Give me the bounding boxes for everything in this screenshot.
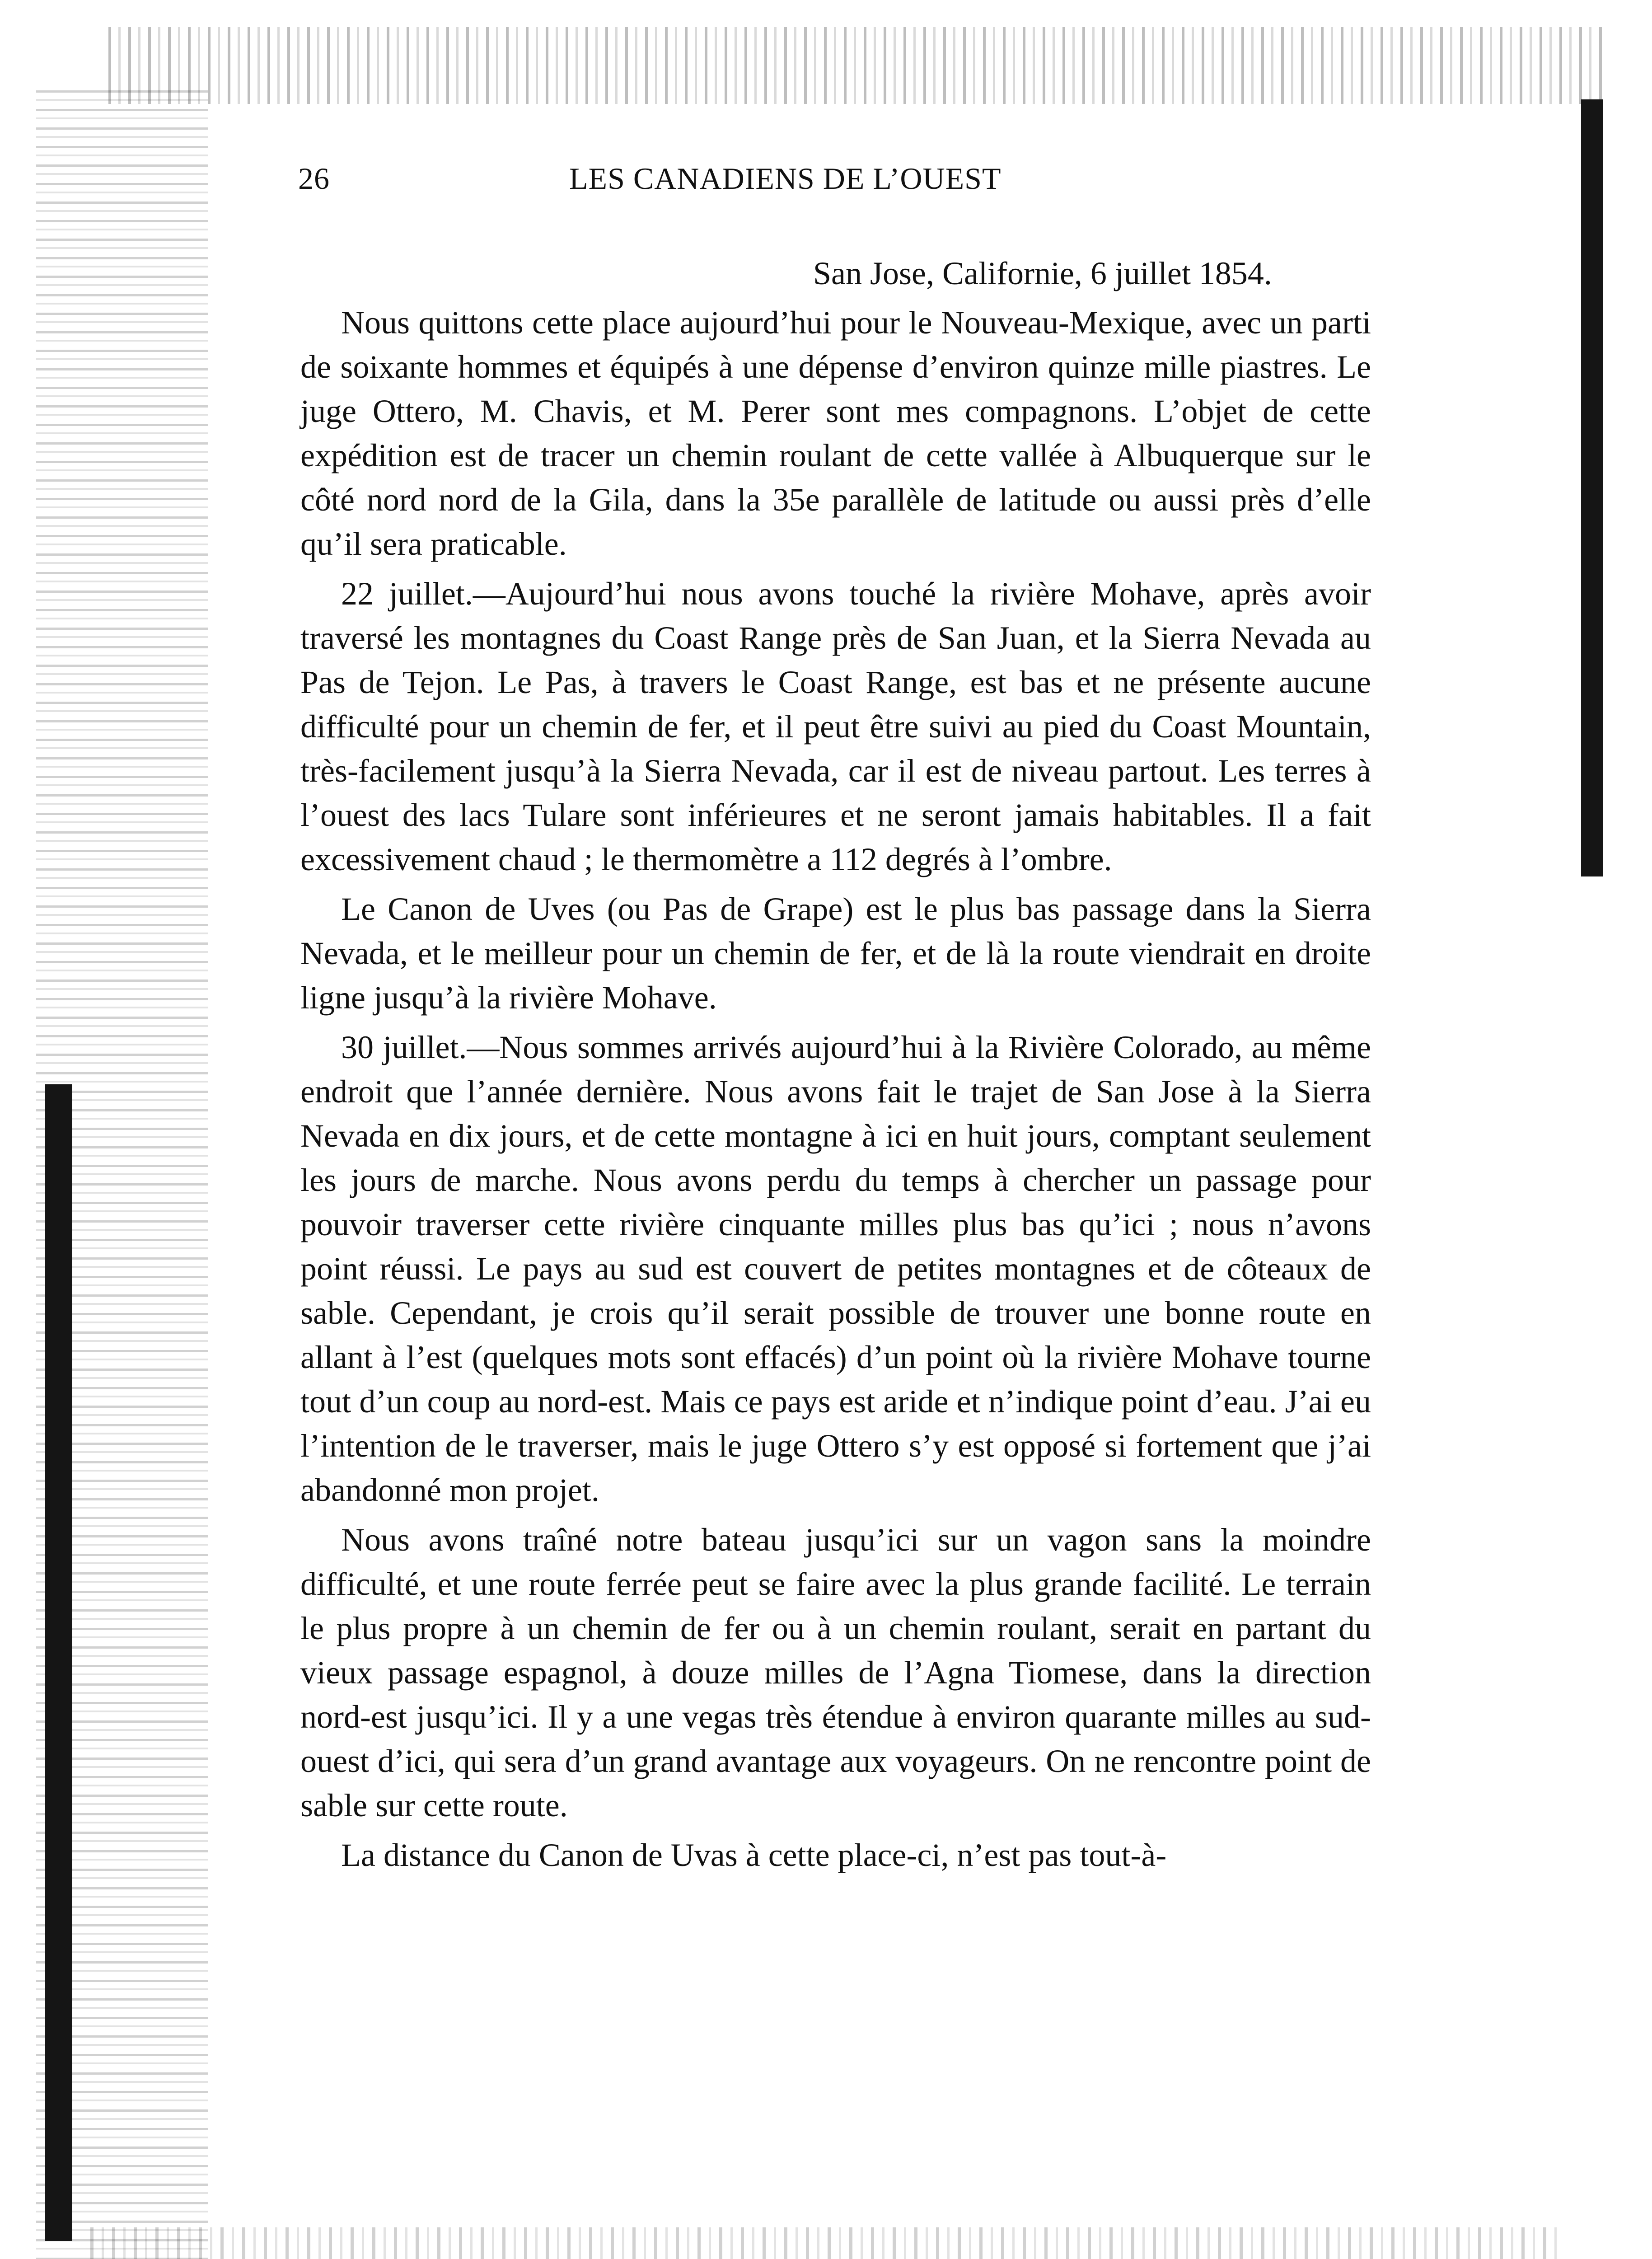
body-text xyxy=(300,300,1371,1883)
binding-shadow-right xyxy=(1581,99,1603,876)
page-number: 26 xyxy=(298,161,330,196)
paragraph: 22 juillet.—Aujourd’hui nous avons touché la rivière Mohave, après avoir traversé les montagnes du Coast Range près de San Juan, et la Sierra Nevada au Pas de Tejon. Le Pas, à travers le Coast Range, est bas et ne présente aucune difficulté pour un chemin de fer, et il peut être suivi au pied du Coast Mountain, très-facilement jusqu’à la Sierra Nevada, car il est de niveau partout. Les terres à l’ouest des lacs Tulare sont inférieures et ne seront jamais habitables. Il a fait excessivement chaud ; le thermomètre a 112 degrés à l’ombre. xyxy=(300,576,1371,877)
paragraph: Nous quittons cette place aujourd’hui pour le Nouveau-Mexique, avec un parti de soixante hommes et équipés à une dépense d’environ quinze mille piastres. Le juge Ottero, M. Chavis, et M. Perer sont mes compagnons. L’objet de cette expédition est de tracer un chemin roulant de cette vallée à Albuquerque sur le côté nord nord de la Gila, dans la 35e parallèle de latitude ou aussi près d’elle qu’il sera praticable. xyxy=(300,305,1371,562)
running-head xyxy=(298,156,1156,201)
paragraph: Nous avons traîné notre bateau jusqu’ici sur un vagon sans la moindre difficulté, et une route ferrée peut se faire avec la plus grande facilité. Le terrain le plus propre à un chemin de fer ou à un chemin roulant, serait en partant du vieux passage espagnol, à douze milles de l’Agna Tiomese, dans la direction nord-est jusqu’ici. Il y a une vegas très étendue à environ quarante milles au sud-ouest d’ici, qui sera d’un grand avantage aux voyageurs. On ne rencontre point de sable sur cette route. xyxy=(300,1522,1371,1823)
binding-shadow-left xyxy=(45,1084,72,2241)
running-title: LES CANADIENS DE L’OUEST xyxy=(569,161,1001,196)
dateline: San Jose, Californie, 6 juillet 1854. xyxy=(813,255,1272,291)
paragraph: La distance du Canon de Uvas à cette place-ci, n’est pas tout-à- xyxy=(341,1837,1167,1873)
scan-noise-top xyxy=(108,27,1608,104)
paragraph: Le Canon de Uves (ou Pas de Grape) est le plus bas passage dans la Sierra Nevada, et le meilleur pour un chemin de fer, et de là la route viendrait en droite ligne jusqu’à la rivière Mohave. xyxy=(300,891,1371,1016)
paragraph: 30 juillet.—Nous sommes arrivés aujourd’hui à la Rivière Colorado, au même endroit que l’année dernière. Nous avons fait le trajet de San Jose à la Sierra Nevada en dix jours, et de cette montagne à ici en huit jours, comptant seulement les jours de marche. Nous avons perdu du temps à chercher un passage pour pouvoir traverser cette rivière cinquante milles plus bas qu’ici ; nous n’avons point réussi. Le pays au sud est couvert de petites montagnes et de côteaux de sable. Cependant, je crois qu’il serait possible de trouver une bonne route en allant à l’est (quelques mots sont effacés) d’un point où la rivière Mohave tourne tout d’un coup au nord-est. Mais ce pays est aride et n’indique point d’eau. J’ai eu l’intention de le traverser, mais le juge Ottero s’y est opposé si fortement que j’ai abandonné mon projet. xyxy=(300,1029,1371,1508)
scan-noise-bottom xyxy=(90,2227,1558,2259)
